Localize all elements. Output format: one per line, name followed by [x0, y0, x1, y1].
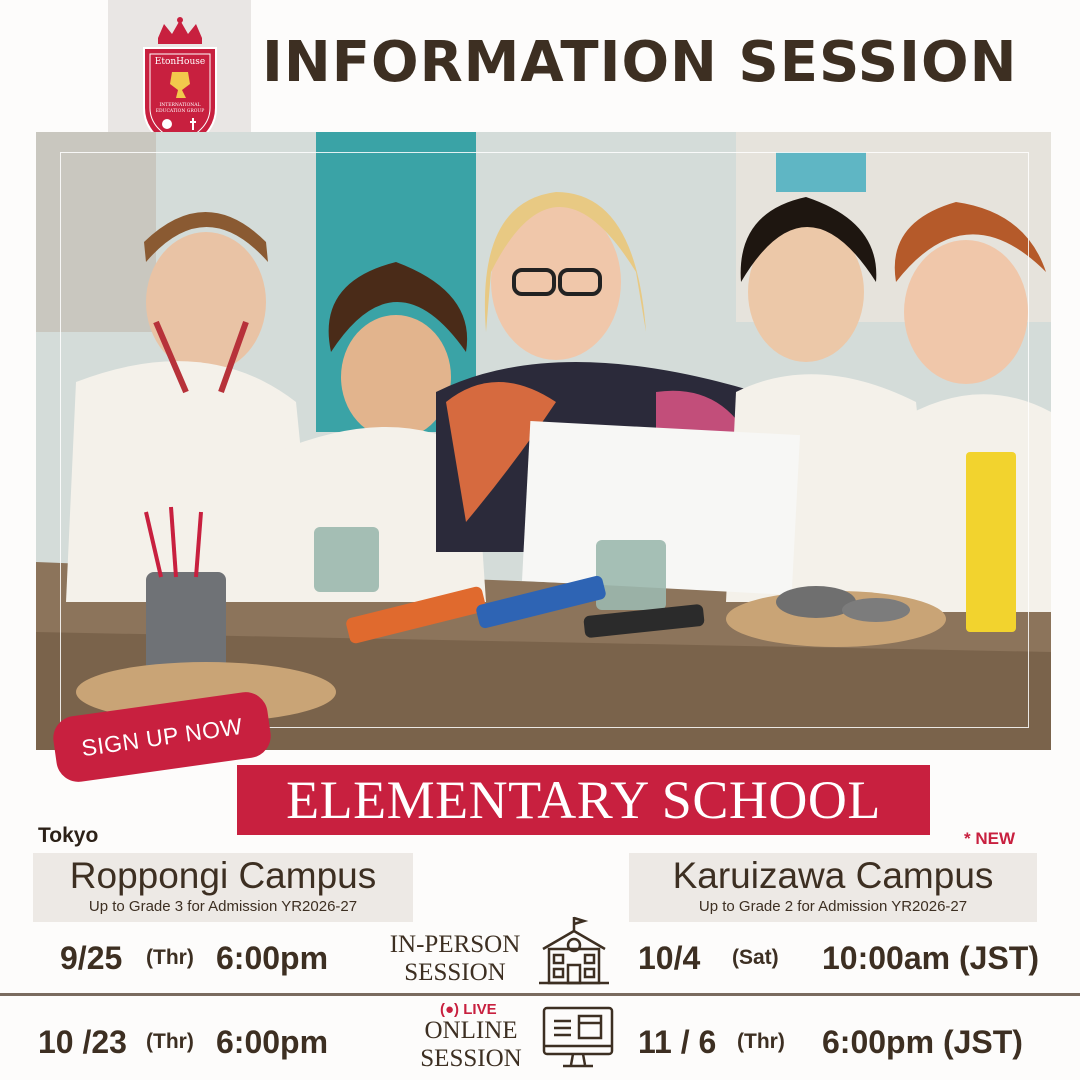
- in-person-session-label: [380, 931, 530, 987]
- online-right-date: 11 / 6: [638, 1024, 717, 1060]
- live-label: LIVE: [463, 1001, 497, 1018]
- logo-line2: EDUCATION GROUP: [155, 108, 204, 114]
- online-session-label: [398, 1017, 544, 1073]
- row-divider: [0, 993, 1080, 996]
- in-person-label-line2: SESSION: [404, 959, 506, 986]
- online-right-day: (Thr): [737, 1030, 785, 1053]
- hero-photo: [36, 132, 1051, 750]
- in-person-right-day: (Sat): [732, 946, 779, 969]
- page-title: INFORMATION SESSION: [262, 30, 1018, 95]
- online-left-day: (Thr): [146, 1030, 194, 1053]
- logo-brand: EtonHouse: [154, 56, 205, 67]
- in-person-label-line1: IN-PERSON: [389, 931, 521, 958]
- online-right-time: 6:00pm (JST): [822, 1024, 1023, 1060]
- in-person-left-day: (Thr): [146, 946, 194, 969]
- school-building-icon: [537, 915, 611, 987]
- campus-roppongi: [33, 853, 413, 922]
- live-indicator: [440, 1001, 497, 1018]
- in-person-right-time: 10:00am (JST): [822, 940, 1039, 976]
- online-label-line1: ONLINE: [424, 1017, 518, 1044]
- in-person-right-date: 10/4: [638, 940, 701, 976]
- campus-karuizawa: [629, 853, 1037, 922]
- in-person-left-time: 6:00pm: [216, 940, 329, 976]
- campus-name: Karuizawa Campus: [672, 855, 994, 896]
- campus-admission-note: Up to Grade 2 for Admission YR2026-27: [698, 898, 968, 915]
- photo-inner-border: [60, 152, 1029, 728]
- in-person-left-date: 9/25: [60, 940, 123, 976]
- computer-monitor-icon: [541, 1005, 615, 1071]
- school-level-banner: ELEMENTARY SCHOOL: [237, 765, 930, 835]
- online-left-time: 6:00pm: [216, 1024, 329, 1060]
- logo-line1: INTERNATIONAL: [159, 102, 200, 108]
- city-label: Tokyo: [38, 824, 99, 847]
- online-label-line2: SESSION: [420, 1045, 522, 1072]
- campus-admission-note: Up to Grade 3 for Admission YR2026-27: [88, 898, 358, 915]
- campus-name: Roppongi Campus: [69, 855, 377, 896]
- live-broadcast-icon: (●): [440, 1001, 460, 1018]
- online-left-date: 10 /23: [38, 1024, 127, 1060]
- new-badge: * NEW: [964, 829, 1015, 848]
- sign-up-button[interactable]: SIGN UP NOW: [50, 689, 273, 784]
